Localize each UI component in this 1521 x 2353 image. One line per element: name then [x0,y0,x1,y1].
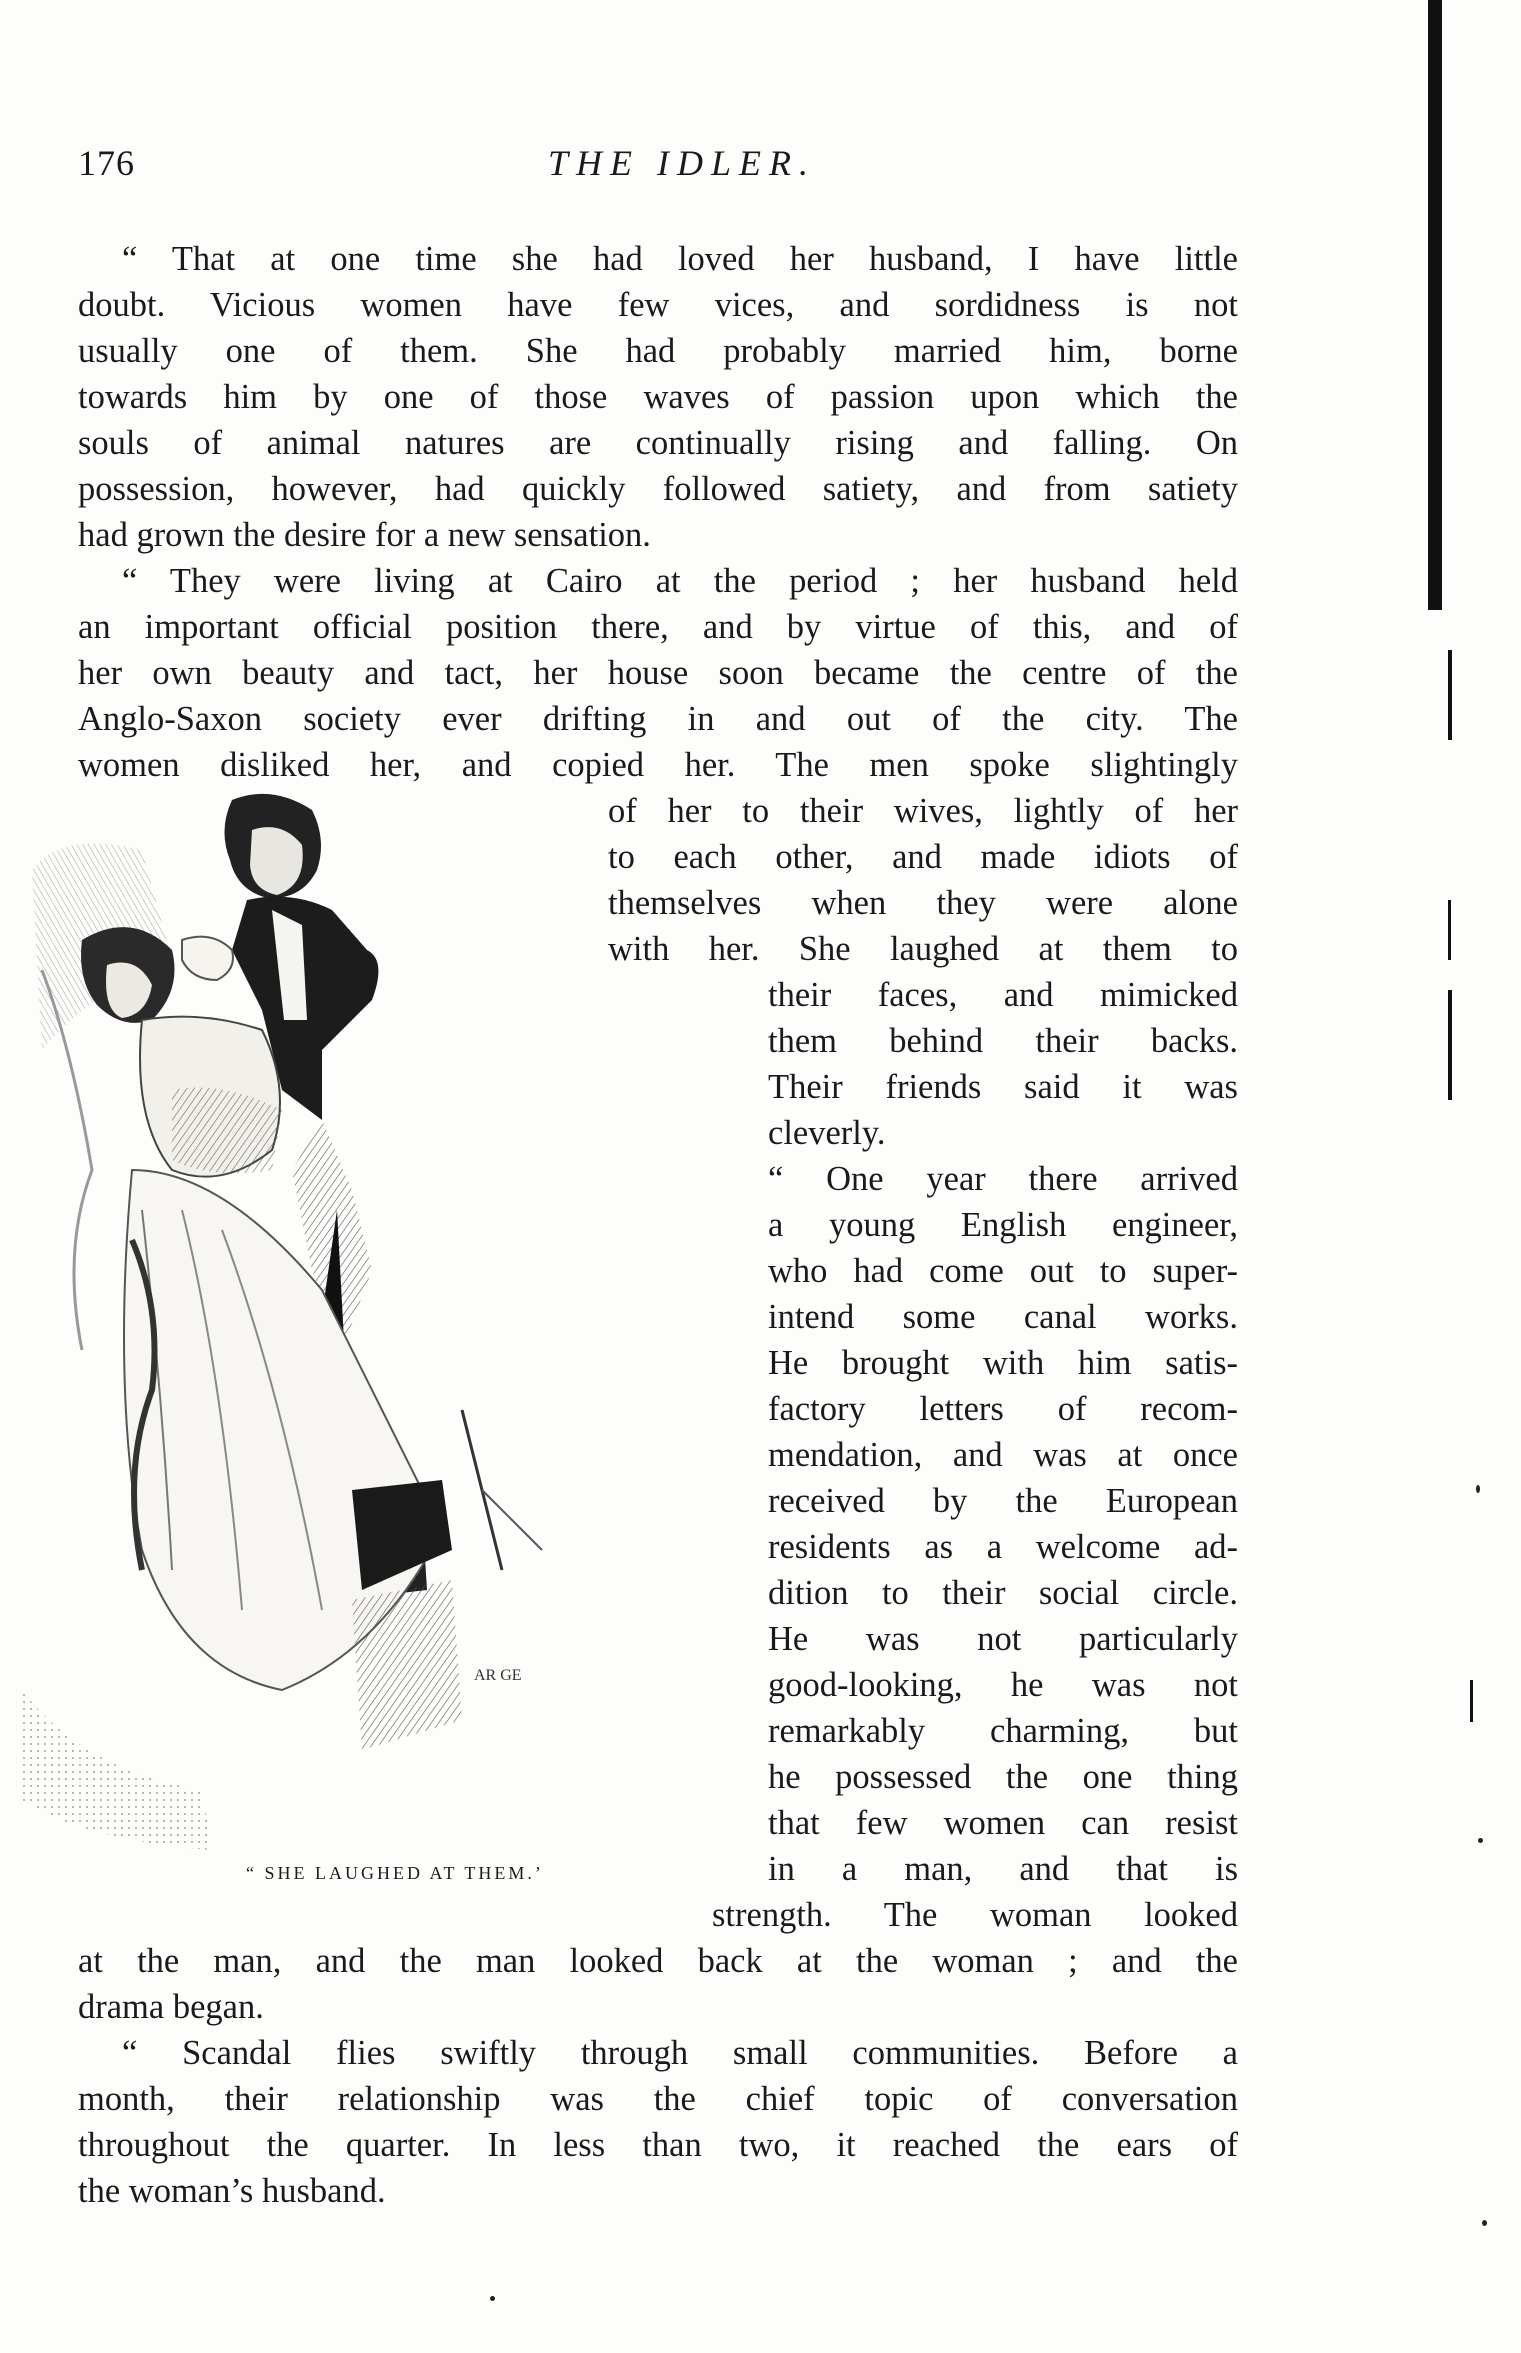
text-line: “ One year there arrived [768,1160,1238,1198]
text-line: her own beauty and tact, her house soon became the centre of the [78,654,1238,692]
text-line: women disliked her, and copied her. The men spoke slightingly [78,746,1238,784]
scan-artifact-mark [1448,650,1452,740]
text-line: Anglo-Saxon society ever drifting in and out of the city. The [78,700,1238,738]
scan-speck [1476,1485,1480,1493]
text-line: towards him by one of those waves of passion upon which the [78,378,1238,416]
text-line: that few women can resist [768,1804,1238,1842]
text-line: a young English engineer, [768,1206,1238,1244]
text-line: with her. She laughed at them to [608,930,1238,968]
text-line: month, their relationship was the chief topic of conversation [78,2080,1238,2118]
text-line: He was not particularly [768,1620,1238,1658]
text-line: had grown the desire for a new sensation. [78,516,651,554]
page-number: 176 [78,143,135,183]
scan-artifact-mark [1448,990,1452,1100]
text-line: possession, however, had quickly followed satiety, and from satiety [78,470,1238,508]
text-line: their faces, and mimicked [768,976,1238,1014]
text-line: an important official position there, and by virtue of this, and of [78,608,1238,646]
text-line: received by the European [768,1482,1238,1520]
text-line: “ That at one time she had loved her husband, I have little [122,240,1238,278]
text-line: them behind their backs. [768,1022,1238,1060]
text-line: of her to their wives, lightly of her [608,792,1238,830]
text-line: He brought with him satis- [768,1344,1238,1382]
text-line: mendation, and was at once [768,1436,1238,1474]
text-line: in a man, and that is [768,1850,1238,1888]
scan-speck [490,2296,495,2301]
illustration-caption: “ SHE LAUGHED AT THEM.’ [246,1863,544,1883]
text-line: drama began. [78,1988,264,2026]
running-head: THE IDLER. [548,143,816,183]
text-line: the woman’s husband. [78,2172,386,2210]
text-line: residents as a welcome ad- [768,1528,1238,1566]
text-line: to each other, and made idiots of [608,838,1238,876]
text-line: intend some canal works. [768,1298,1238,1336]
text-line: usually one of them. She had probably married him, borne [78,332,1238,370]
scan-speck [1478,1838,1483,1843]
artist-signature: AR GE [474,1667,522,1684]
page-header [78,142,1238,192]
text-line: souls of animal natures are continually rising and falling. On [78,424,1238,462]
text-line: throughout the quarter. In less than two, it reached the ears of [78,2126,1238,2164]
text-line: at the man, and the man looked back at the woman ; and the [78,1942,1238,1980]
text-line: good-looking, he was not [768,1666,1238,1704]
scan-speck [1482,2220,1487,2226]
text-line: “ Scandal flies swiftly through small communities. Before a [122,2034,1238,2072]
text-line: factory letters of recom- [768,1390,1238,1428]
text-line: “ They were living at Cairo at the period ; her husband held [122,562,1238,600]
illustration [22,790,762,1870]
text-line: cleverly. [768,1114,886,1152]
text-line: themselves when they were alone [608,884,1238,922]
text-line: he possessed the one thing [768,1758,1238,1796]
scan-artifact-mark [1448,900,1451,960]
text-line: remarkably charming, but [768,1712,1238,1750]
scan-artifact-mark [1470,1680,1473,1722]
text-line: who had come out to super- [768,1252,1238,1290]
text-line: doubt. Vicious women have few vices, and sordidness is not [78,286,1238,324]
text-line: strength. The woman looked [712,1896,1238,1934]
scan-artifact-bar [1428,0,1442,610]
text-line: Their friends said it was [768,1068,1238,1106]
text-line: dition to their social circle. [768,1574,1238,1612]
